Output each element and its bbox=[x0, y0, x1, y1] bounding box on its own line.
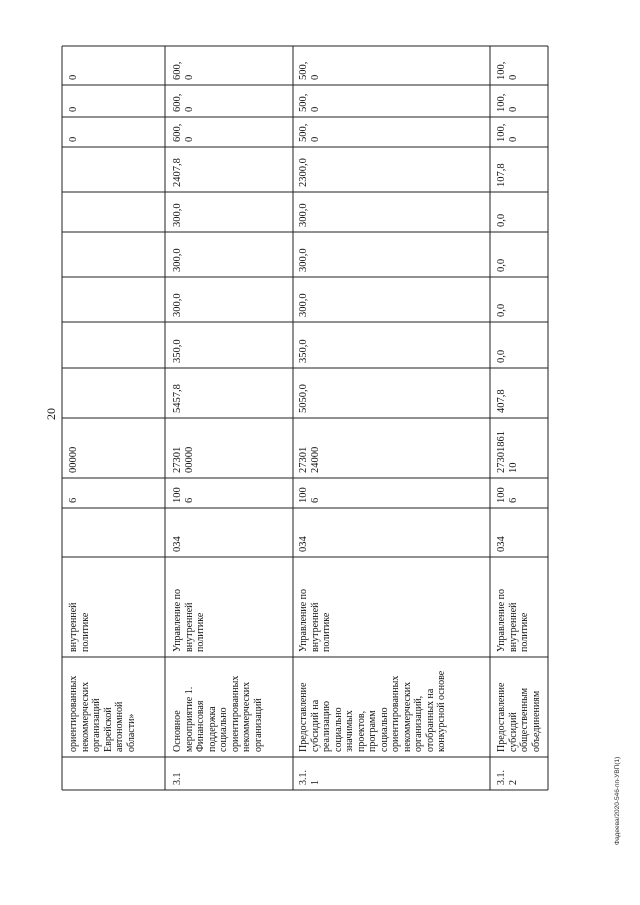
cell-csr: 27301 24000 bbox=[298, 446, 321, 473]
cell-v-2026: 0 bbox=[68, 106, 79, 112]
cell-rzpr: 6 bbox=[68, 497, 79, 503]
cell-v-2027: 100, 0 bbox=[496, 61, 519, 80]
cell-v-2024: 107,8 bbox=[496, 163, 507, 187]
cell-v-2026: 600, 0 bbox=[172, 93, 195, 112]
cell-csr: 00000 bbox=[68, 446, 79, 473]
cell-name: Предоставление субсидий на реализацию социально значимых проектов, программ социально ориентированных некоммерческих организаций, отобранных на конкурсной основе bbox=[298, 670, 447, 752]
cell-executor: Управление по внутренней политике bbox=[298, 588, 332, 652]
cell-grbs: 034 bbox=[496, 536, 507, 552]
cell-v-total: 407,8 bbox=[496, 389, 507, 413]
cell-v-2023: 0,0 bbox=[496, 213, 507, 227]
cell-v-2021: 300,0 bbox=[172, 293, 183, 317]
cell-v-2026: 100, 0 bbox=[496, 93, 519, 112]
cell-v-2027: 500, 0 bbox=[298, 61, 321, 80]
cell-v-2020: 350,0 bbox=[172, 339, 183, 363]
cell-rzpr: 100 6 bbox=[298, 487, 321, 503]
page-number: 20 bbox=[44, 408, 58, 420]
cell-v-2022: 0,0 bbox=[496, 258, 507, 272]
cell-name: Основное мероприятие 1. Финансовая поддержка социально ориентированных некоммерческих организаций bbox=[172, 675, 264, 752]
cell-name: Предоставление субсидий общественным объединениям bbox=[496, 682, 542, 752]
cell-v-2021: 300,0 bbox=[298, 293, 309, 317]
cell-num: 3.1. 2 bbox=[496, 770, 519, 785]
cell-v-2021: 0,0 bbox=[496, 303, 507, 317]
cell-rzpr: 100 6 bbox=[172, 487, 195, 503]
cell-v-2024: 2407,8 bbox=[172, 158, 183, 187]
cell-v-2023: 300,0 bbox=[298, 203, 309, 227]
cell-v-2022: 300,0 bbox=[172, 248, 183, 272]
cell-v-2027: 600, 0 bbox=[172, 61, 195, 80]
cell-executor: внутренней политике bbox=[68, 602, 91, 652]
cell-v-2026: 500, 0 bbox=[298, 93, 321, 112]
cell-v-2024: 2300,0 bbox=[298, 158, 309, 187]
cell-csr: 27301 00000 bbox=[172, 446, 195, 473]
cell-v-total: 5050,0 bbox=[298, 384, 309, 413]
cell-name: ориентированных некоммерческих организаций Еврейской автономной области» bbox=[68, 675, 137, 752]
cell-v-total: 5457,8 bbox=[172, 384, 183, 413]
side-stamp: Фадеева/2020-546-пп-УВП(1) bbox=[614, 756, 621, 845]
cell-executor: Управление по внутренней политике bbox=[172, 588, 206, 652]
cell-v-2025: 600, 0 bbox=[172, 123, 195, 142]
cell-v-2020: 0,0 bbox=[496, 349, 507, 363]
cell-num: 3.1. 1 bbox=[298, 770, 321, 785]
cell-v-2025: 0 bbox=[68, 136, 79, 142]
cell-rzpr: 100 6 bbox=[496, 487, 519, 503]
cell-v-2023: 300,0 bbox=[172, 203, 183, 227]
cell-v-2022: 300,0 bbox=[298, 248, 309, 272]
cell-executor: Управление по внутренней политике bbox=[496, 588, 530, 652]
cell-grbs: 034 bbox=[172, 536, 183, 552]
cell-v-2020: 350,0 bbox=[298, 339, 309, 363]
cell-v-2025: 100, 0 bbox=[496, 123, 519, 142]
cell-grbs: 034 bbox=[298, 536, 309, 552]
cell-v-2027: 0 bbox=[68, 74, 79, 80]
cell-v-2025: 500, 0 bbox=[298, 123, 321, 142]
cell-num: 3.1 bbox=[172, 772, 183, 785]
cell-csr: 27301861 10 bbox=[496, 431, 519, 473]
